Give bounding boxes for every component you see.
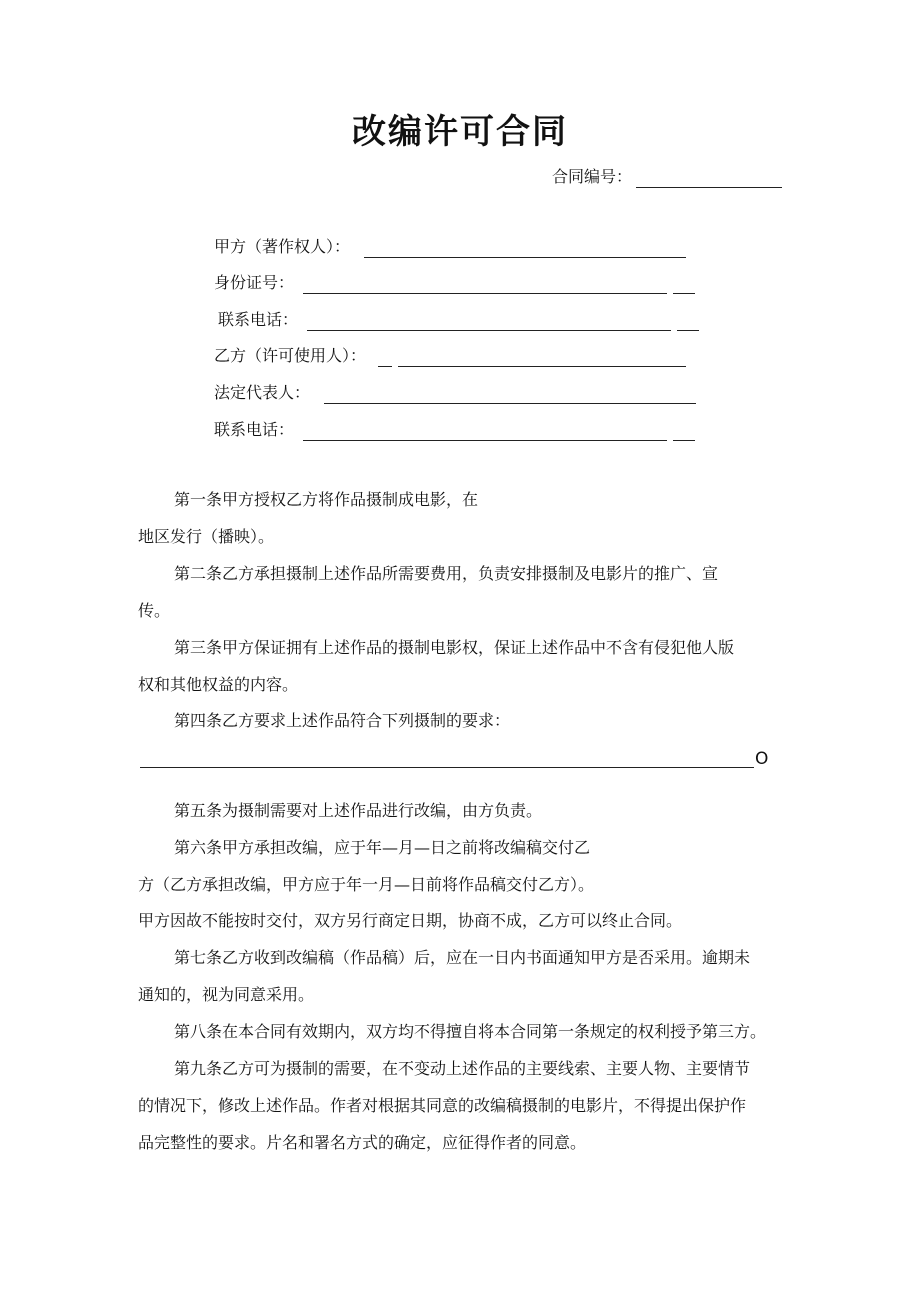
legal-rep-blank — [324, 388, 696, 404]
clause-6-line-1: 第六条甲方承担改编，应于年—月—日之前将改编稿交付乙 — [174, 838, 591, 857]
phone-b-blank — [303, 425, 667, 441]
clause-9-line-2: 的情况下，修改上述作品。作者对根据其同意的改编稿摄制的电影片，不得提出保护作 — [138, 1096, 747, 1115]
party-b-row — [214, 345, 686, 367]
phone-b-blank-tail — [673, 425, 695, 441]
phone-a-blank-tail — [677, 315, 699, 331]
clause-5-line-1: 第五条为摄制需要对上述作品进行改编，由方负责。 — [174, 801, 543, 820]
clause-1-line-2: 地区发行（播映）。 — [138, 527, 275, 546]
phone-a-blank — [307, 315, 671, 331]
phone-b-row — [214, 419, 695, 441]
phone-a-label: 联系电话： — [218, 310, 299, 329]
page-title: 改编许可合同 — [352, 112, 568, 152]
clause-4-end-mark: O — [755, 749, 769, 769]
phone-b-label: 联系电话： — [214, 420, 295, 439]
party-b-label: 乙方（许可使用人）： — [214, 346, 367, 365]
clause-2-line-2: 传。 — [138, 601, 171, 620]
id-number-blank — [303, 278, 667, 294]
phone-a-row — [218, 309, 699, 331]
clause-8-line-1: 第八条在本合同有效期内，双方均不得擅自将本合同第一条规定的权利授予第三方。 — [174, 1022, 767, 1041]
clause-7-line-2: 通知的，视为同意采用。 — [138, 985, 315, 1004]
party-a-label: 甲方（著作权人）： — [214, 237, 351, 256]
id-number-blank-tail — [673, 278, 695, 294]
clause-4-requirements-blank — [140, 748, 754, 768]
party-b-blank — [398, 351, 686, 367]
contract-number-label: 合同编号： — [552, 167, 633, 186]
clause-9-line-3: 品完整性的要求。片名和署名方式的确定，应征得作者的同意。 — [138, 1133, 587, 1152]
id-number-label: 身份证号： — [214, 273, 295, 292]
id-number-row — [214, 272, 695, 294]
contract-number-row — [552, 166, 782, 188]
party-a-blank — [364, 242, 686, 258]
legal-rep-row — [214, 382, 696, 404]
clause-6-line-2: 方（乙方承担改编，甲方应于年一月—日前将作品稿交付乙方）。 — [138, 875, 595, 894]
clause-1-line-1: 第一条甲方授权乙方将作品摄制成电影，在 — [174, 490, 479, 509]
clause-9-line-1: 第九条乙方可为摄制的需要，在不变动上述作品的主要线索、主要人物、主要情节 — [174, 1059, 751, 1078]
clause-4-line-1: 第四条乙方要求上述作品符合下列摄制的要求： — [174, 711, 511, 730]
party-b-blank-head — [378, 351, 392, 367]
clause-6-line-3: 甲方因故不能按时交付，双方另行商定日期，协商不成，乙方可以终止合同。 — [138, 911, 683, 930]
clause-2-line-1: 第二条乙方承担摄制上述作品所需要费用，负责安排摄制及电影片的推广、宣 — [174, 564, 719, 583]
party-a-row — [214, 236, 686, 258]
clause-3-line-1: 第三条甲方保证拥有上述作品的摄制电影权，保证上述作品中不含有侵犯他人版 — [174, 638, 735, 657]
clause-3-line-2: 权和其他权益的内容。 — [138, 675, 299, 694]
clause-7-line-1: 第七条乙方收到改编稿（作品稿）后，应在一日内书面通知甲方是否采用。逾期未 — [174, 948, 751, 967]
contract-number-blank — [636, 170, 782, 188]
legal-rep-label: 法定代表人： — [214, 383, 311, 402]
